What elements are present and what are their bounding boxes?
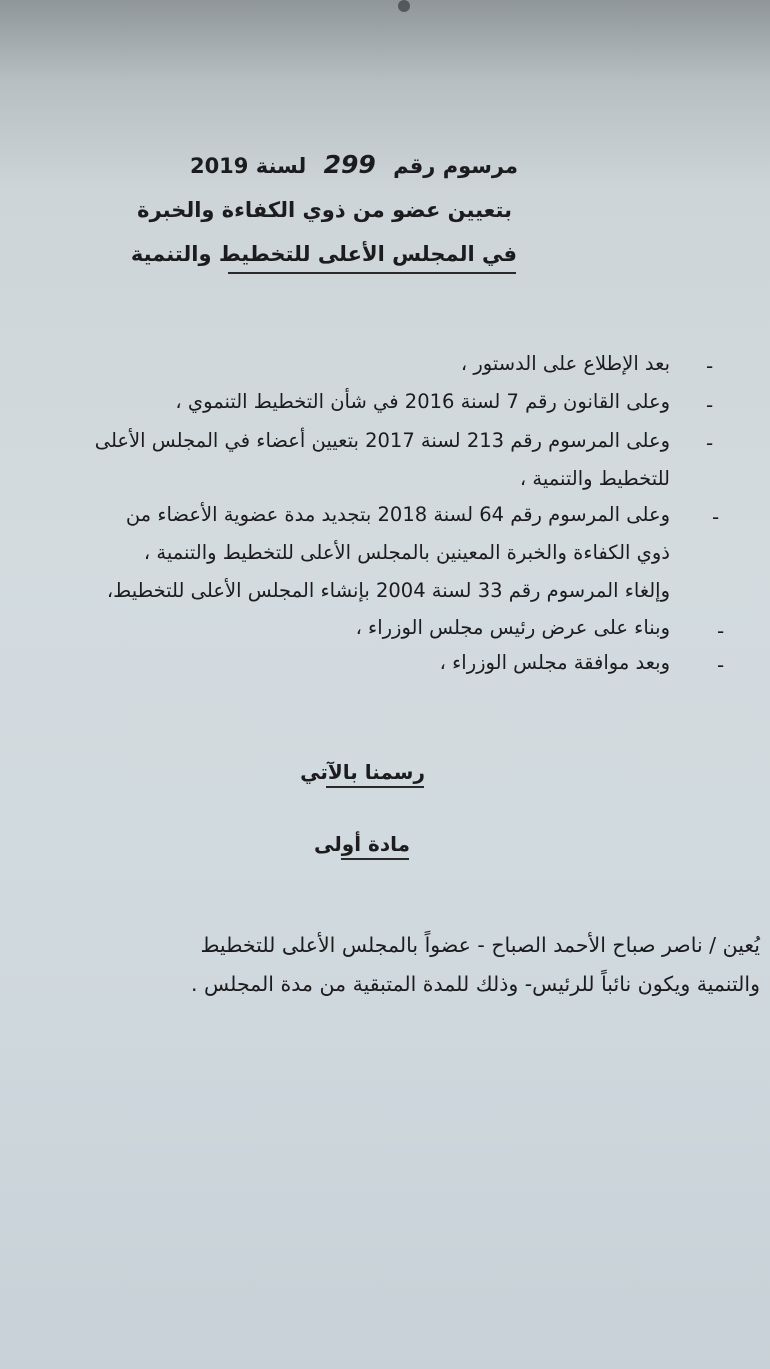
preamble-line-5: وعلى المرسوم رقم 64 لسنة 2018 بتجديد مدة عضوية الأعضاء من [125,503,670,526]
decree-prefix: مرسوم رقم [393,154,518,178]
article-underline [341,858,409,860]
dash-4: - [712,505,720,529]
decree-title-line1: بتعيين عضو من ذوي الكفاءة والخبرة [137,198,512,222]
preamble-line-3: وعلى المرسوم رقم 213 لسنة 2017 بتعيين أعضاء في المجلس الأعلى [94,429,670,452]
dash-6: - [717,653,725,677]
preamble-line-6: ذوي الكفاءة والخبرة المعينين بالمجلس الأعلى للتخطيط والتنمية ، [143,541,670,564]
preamble-line-7: وإلغاء المرسوم رقم 33 لسنة 2004 بإنشاء المجلس الأعلى للتخطيط، [106,579,670,602]
preamble-line-2: وعلى القانون رقم 7 لسنة 2016 في شأن التخطيط التنموي ، [175,390,670,413]
article-heading: مادة أولى [314,832,410,856]
decree-title-line2: في المجلس الأعلى للتخطيط والتنمية [130,242,517,266]
decreed-heading: رسمنا بالآتي [300,760,425,784]
preamble-line-1: بعد الإطلاع على الدستور ، [460,352,670,375]
dash-3: - [706,431,714,455]
preamble-line-9: وبعد موافقة مجلس الوزراء ، [439,651,670,674]
dash-5: - [717,619,725,643]
decree-year: لسنة 2019 [189,154,307,178]
decree-number-line [190,150,518,179]
article-line-2: والتنمية ويكون نائباً للرئيس- وذلك للمدة المتبقية من مدة المجلس . [190,972,760,996]
title-underline [228,272,516,274]
paper-spot [398,0,410,12]
article-line-1: يُعين / ناصر صباح الأحمد الصباح - عضواً بالمجلس الأعلى للتخطيط [200,933,760,957]
dash-1: - [706,354,714,378]
dash-2: - [706,393,714,417]
preamble-line-4: للتخطيط والتنمية ، [519,467,670,490]
decree-number: 299 [323,150,376,179]
preamble-line-8: وبناء على عرض رئيس مجلس الوزراء ، [355,616,670,639]
decreed-underline [326,786,424,788]
